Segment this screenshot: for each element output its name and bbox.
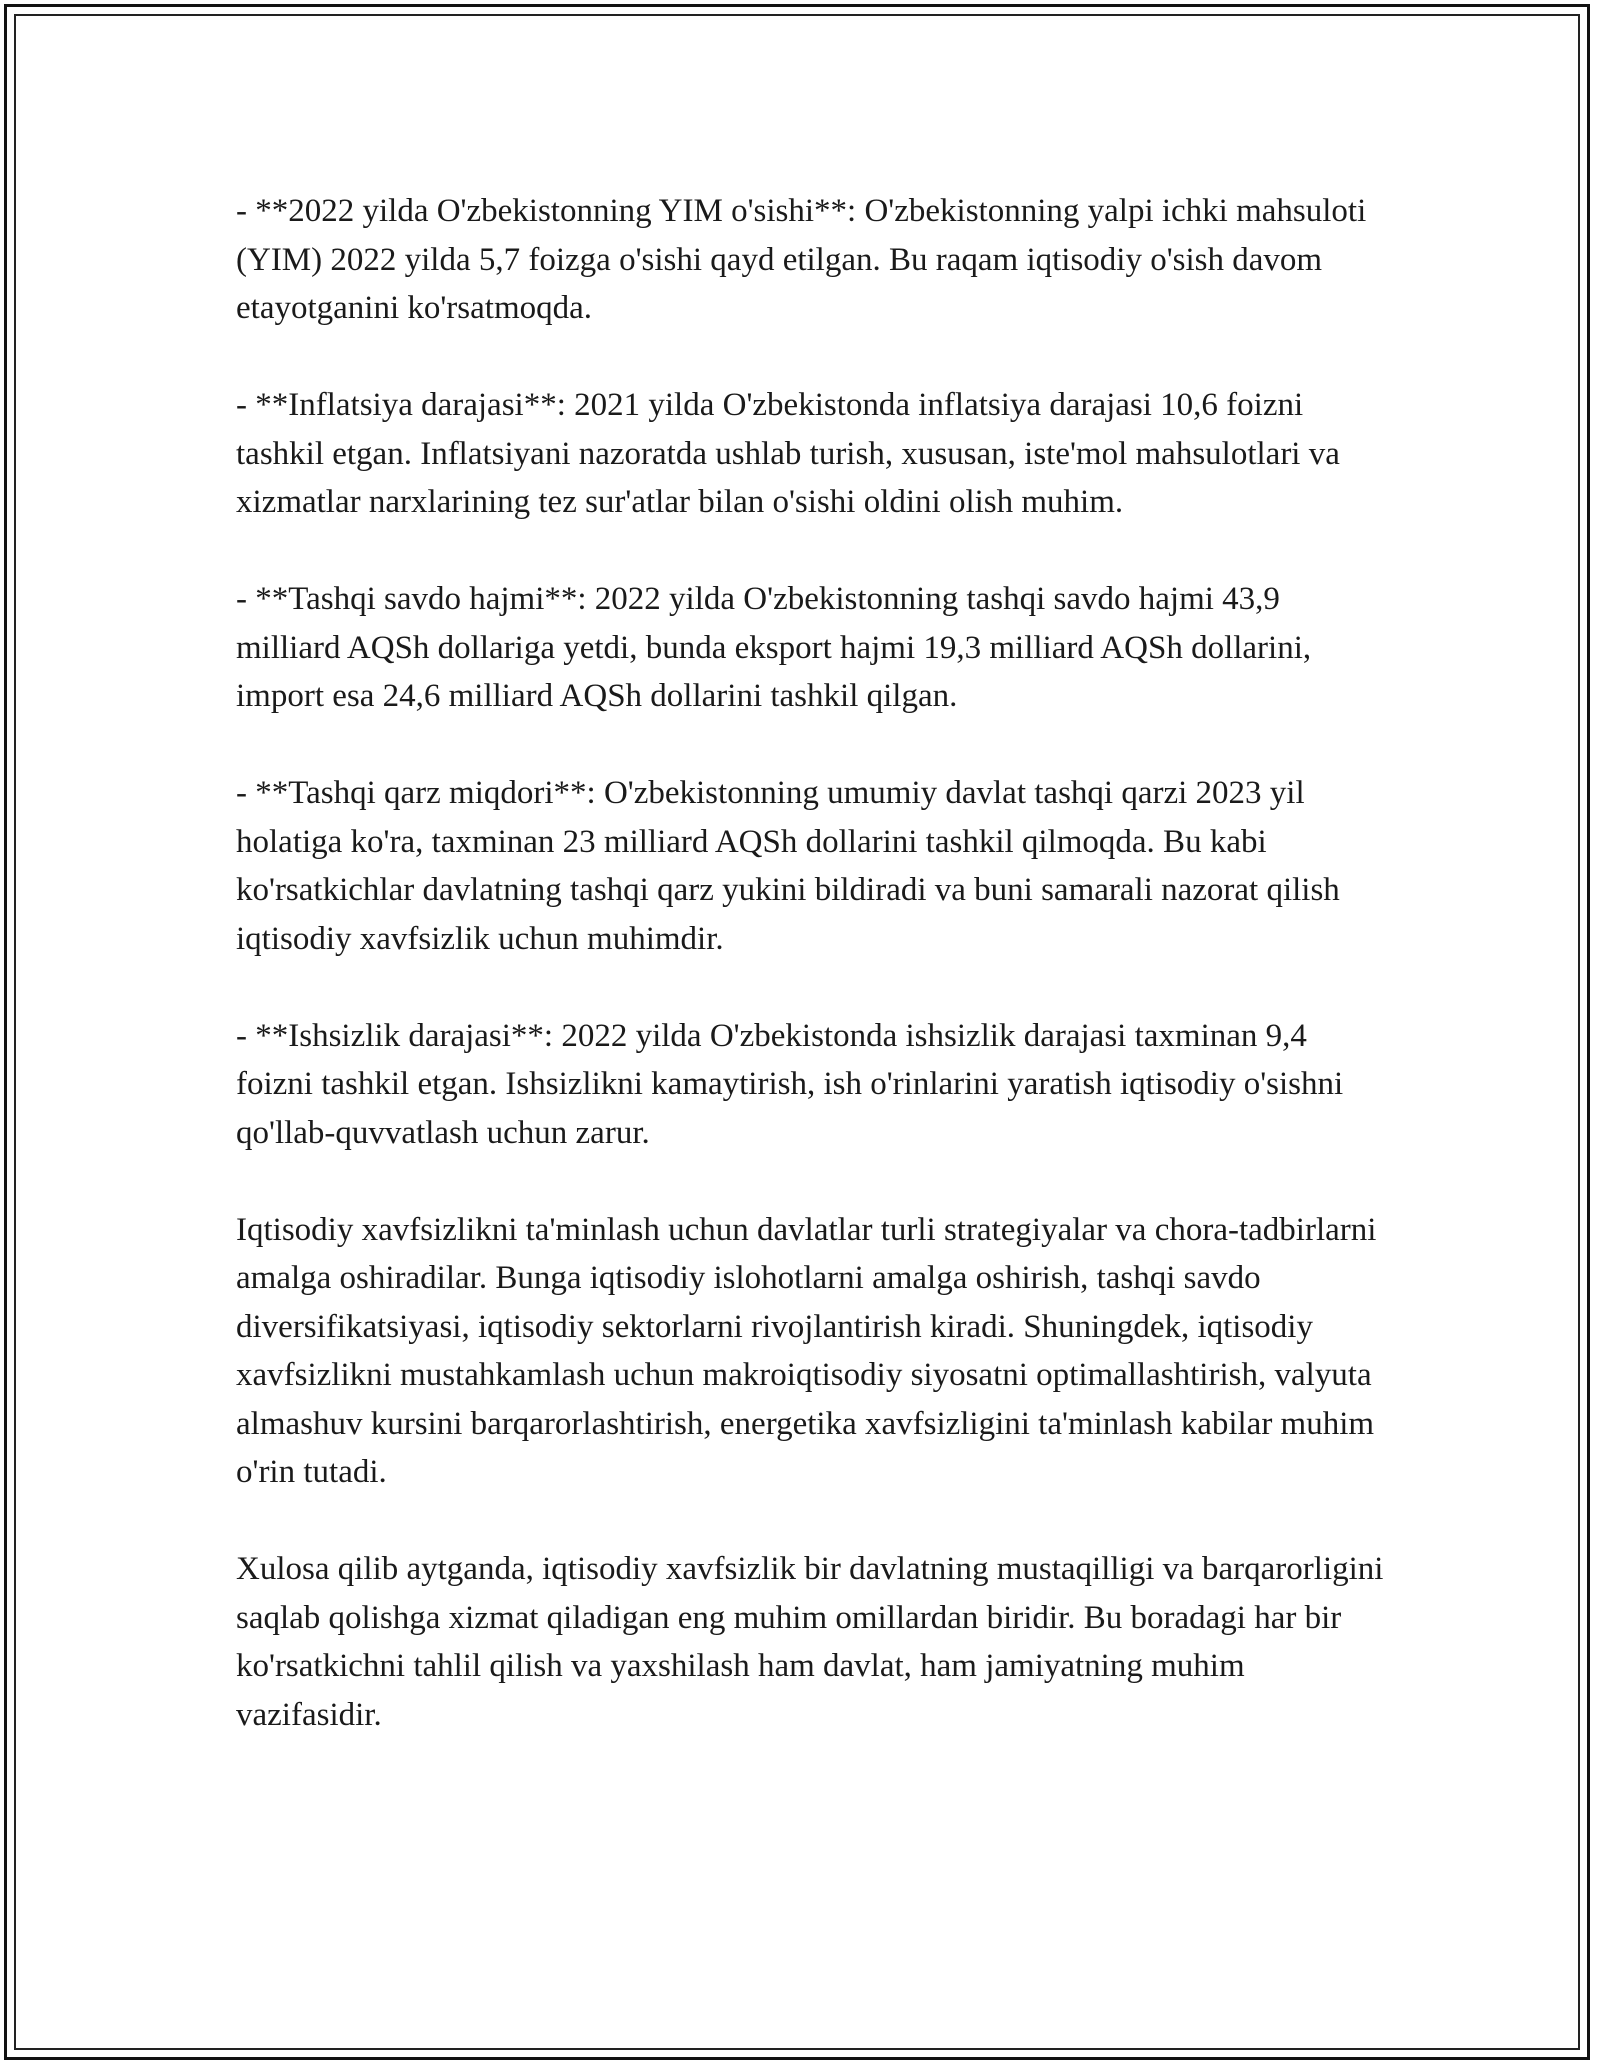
paragraph-conclusion: Xulosa qilib aytganda, iqtisodiy xavfsizlik bir davlatning mustaqilligi va barqarorligini saqlab qolishga xizmat qiladigan eng muhim omillardan biridir. Bu boradagi har bir ko'rsatkichni tahlil qilish va yaxshilash ham davlat, ham jamiyatning muhim vazifasidir. bbox=[236, 1551, 1384, 1733]
paragraph-gdp-growth: - **2022 yilda O'zbekistonning YIM o'sishi**: O'zbekistonning yalpi ichki mahsuloti (YIM) 2022 yilda 5,7 foizga o'sishi qayd etilgan. Bu raqam iqtisodiy o'sish davom etayotganini ko'rsatmoqda. bbox=[236, 193, 1367, 326]
paragraph-external-debt: - **Tashqi qarz miqdori**: O'zbekistonning umumiy davlat tashqi qarzi 2023 yil holatiga ko'ra, taxminan 23 milliard AQSh dollarini tashkil qilmoqda. Bu kabi ko'rsatkichlar davlatning tashqi qarz yukini bildiradi va buni samarali nazorat qilish iqtisodiy xavfsizlik uchun muhimdir. bbox=[236, 775, 1340, 957]
paragraph-inflation: - **Inflatsiya darajasi**: 2021 yilda O'zbekistonda inflatsiya darajasi 10,6 foizni tashkil etgan. Inflatsiyani nazoratda ushlab turish, xususan, iste'mol mahsulotlari va xizmatlar narxlarining tez sur'atlar bilan o'sishi oldini olish muhim. bbox=[236, 387, 1340, 520]
paragraph-unemployment: - **Ishsizlik darajasi**: 2022 yilda O'zbekistonda ishsizlik darajasi taxminan 9,4 foizni tashkil etgan. Ishsizlikni kamaytirish, ish o'rinlarini yaratish iqtisodiy o'sishni qo'llab-quvvatlash uchun zarur. bbox=[236, 1017, 1344, 1151]
document-body bbox=[236, 187, 1386, 1788]
paragraph-strategies: Iqtisodiy xavfsizlikni ta'minlash uchun davlatlar turli strategiyalar va chora-tadbirlarni amalga oshiradilar. Bunga iqtisodiy islohotlarni amalga oshirish, tashqi savdo diversifikatsiyasi, iqtisodiy sektorlarni rivojlantirish kiradi. Shuningdek, iqtisodiy xavfsizlikni mustahkamlash uchun makroiqtisodiy siyosatni optimallashtirish, valyuta almashuv kursini barqarorlashtirish, energetika xavfsizligini ta'minlash kabilar muhim o'rin tutadi. bbox=[236, 1211, 1377, 1490]
paragraph-foreign-trade: - **Tashqi savdo hajmi**: 2022 yilda O'zbekistonning tashqi savdo hajmi 43,9 milliard AQSh dollariga yetdi, bunda eksport hajmi 19,3 milliard AQSh dollarini, import esa 24,6 milliard AQSh dollarini tashkil qilgan. bbox=[236, 581, 1312, 714]
